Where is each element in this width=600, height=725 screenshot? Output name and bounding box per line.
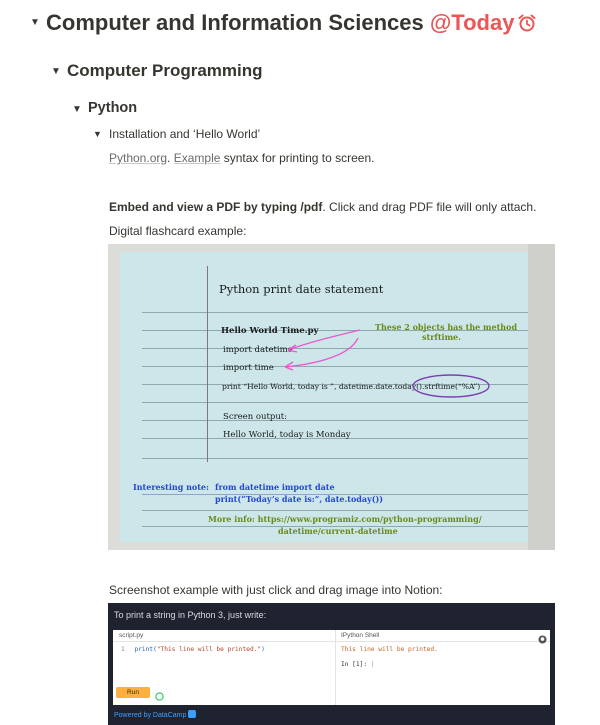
- screenshot-caption: Screenshot example with just click and drag image into Notion:: [109, 583, 443, 597]
- panel-divider: [335, 630, 336, 705]
- example-link[interactable]: Example: [173, 151, 221, 165]
- line-number: 1: [121, 646, 125, 653]
- heading-1-title: Computer and Information Sciences: [46, 10, 430, 35]
- syntax-text: syntax for printing to screen.: [220, 151, 375, 165]
- tab-ipython-shell[interactable]: IPython Shell: [341, 632, 380, 639]
- pink-arrow-1: [288, 330, 360, 350]
- powered-by-text: Powered by DataCamp: [114, 712, 187, 719]
- datacamp-panel: [113, 630, 550, 705]
- datacamp-footer[interactable]: [114, 710, 196, 719]
- flashcard-image-side: [528, 244, 555, 550]
- code-function: print(: [134, 646, 157, 653]
- toggle-arrow-installation[interactable]: ▼: [93, 129, 102, 139]
- flashcard-caption: Digital flashcard example:: [109, 224, 247, 238]
- flashcard-note-line-2: strftime.: [422, 332, 461, 342]
- status-circle-icon: [155, 688, 164, 706]
- pink-arrow-2: [285, 338, 358, 367]
- flashcard-card: [120, 252, 528, 542]
- toggle-arrow-h2[interactable]: ▼: [51, 66, 61, 77]
- code-line[interactable]: [121, 646, 265, 653]
- flashcard-title: Python print date statement: [219, 282, 384, 296]
- datacamp-logo-icon: [188, 710, 196, 718]
- panel-tab-bar: [113, 630, 550, 642]
- flashcard-code-2: import time: [223, 363, 274, 373]
- flashcard-more-info-2: datetime/current-datetime: [278, 526, 398, 536]
- code-string: "This line will be printed.": [156, 646, 262, 653]
- flashcard-code-3: print “Hello World, today is ”, datetime.date.today().strftime(“%A”): [222, 382, 481, 391]
- datacamp-heading: To print a string in Python 3, just write:: [114, 610, 267, 620]
- shell-prompt-text: In [1]:: [341, 661, 368, 668]
- flashcard-note-line-1: These 2 objects has the method: [375, 322, 518, 332]
- pdf-instruction-bold: Embed and view a PDF by typing /pdf: [109, 200, 323, 214]
- tab-script[interactable]: script.py: [119, 632, 144, 639]
- github-icon[interactable]: [538, 631, 547, 649]
- flashcard-more-info-1: More info: https://www.programiz.com/python-programming/: [208, 514, 482, 524]
- run-button[interactable]: Run: [116, 687, 150, 698]
- flashcard-interesting-label: Interesting note:: [133, 482, 209, 492]
- flashcard-image[interactable]: [108, 244, 555, 550]
- flashcard-annotations: [120, 252, 528, 542]
- shell-output: This line will be printed.: [341, 646, 438, 653]
- flashcard-screen-label: Screen output:: [223, 412, 288, 422]
- heading-computer-programming: Computer Programming: [67, 61, 263, 80]
- flashcard-filename: Hello World Time.py: [221, 326, 319, 336]
- links-line: [109, 151, 374, 165]
- flashcard-code-1: import datetime: [223, 345, 293, 355]
- datacamp-screenshot[interactable]: [108, 603, 555, 725]
- python-org-link[interactable]: Python.org: [109, 151, 168, 165]
- flashcard-interesting-1: from datetime import date: [215, 482, 335, 492]
- heading-python: Python: [88, 100, 138, 116]
- toggle-installation-title[interactable]: Installation and ‘Hello World’: [109, 127, 261, 141]
- flashcard-screen-value: Hello World, today is Monday: [223, 430, 351, 440]
- pdf-instruction: [109, 200, 536, 214]
- code-paren: ): [261, 646, 265, 653]
- pdf-instruction-rest: . Click and drag PDF file will only attach.: [322, 200, 537, 214]
- separator-text: .: [167, 151, 174, 165]
- today-mention[interactable]: @Today: [429, 10, 515, 35]
- alarm-clock-icon: [517, 13, 537, 39]
- shell-prompt[interactable]: In [1]: |: [341, 661, 375, 668]
- flashcard-interesting-2: print(“Today’s date is:”, date.today()): [215, 494, 384, 504]
- page-heading-1: [46, 10, 537, 39]
- toggle-arrow-h1[interactable]: ▼: [30, 17, 40, 28]
- purple-oval: [413, 375, 489, 397]
- toggle-arrow-h3[interactable]: ▼: [72, 104, 82, 115]
